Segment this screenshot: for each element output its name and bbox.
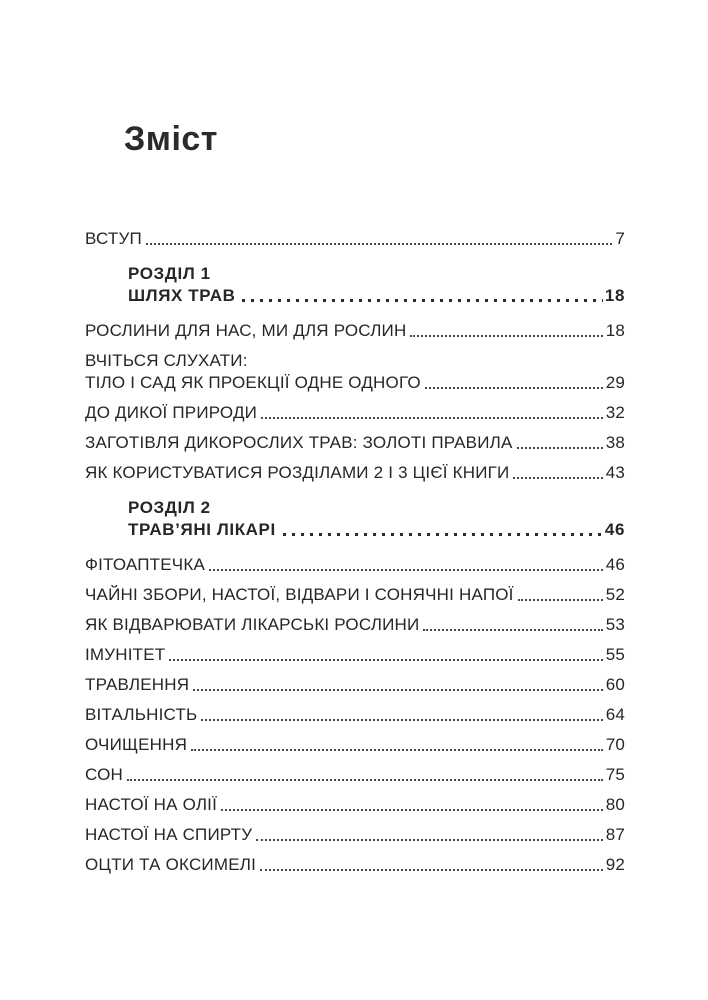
toc-entry [85,614,625,636]
toc-entry [85,462,625,484]
entry-row [85,584,625,606]
entry-row [85,824,625,846]
entry-row [85,644,625,666]
entry-label: ФІТОАПТЕЧКА [85,555,205,574]
leader-dots [513,477,602,479]
toc-entry [85,764,625,786]
page-number: 46 [604,520,625,539]
page-number: 18 [605,321,625,340]
toc-entry [85,644,625,666]
toc-entry [85,402,625,424]
entry-row [85,674,625,696]
leader-dots [261,417,603,419]
leader-dots [201,719,602,721]
leader-dots [221,809,603,811]
page-number: 64 [605,705,625,724]
page-number: 7 [615,229,625,248]
entry-label: СОН [85,765,124,784]
leader-dots [410,335,602,337]
toc-chapter [128,497,625,541]
chapter-title-label: ТРАВ’ЯНІ ЛІКАРІ [128,520,276,539]
page-number: 29 [605,373,625,392]
toc-entry [85,734,625,756]
entry-row [85,554,625,576]
leader-dots [242,299,602,302]
entry-label: ВСТУП [85,229,142,248]
leader-dots [256,839,602,841]
page-number: 92 [605,855,625,874]
entry-row [85,228,625,250]
leader-dots [193,689,602,691]
entry-row [85,794,625,816]
toc-entry [85,228,625,250]
entry-label: ТРАВЛЕННЯ [85,675,190,694]
page-number: 32 [605,403,625,422]
leader-dots [169,659,602,661]
toc-entry [85,704,625,726]
chapter-number-line: РОЗДІЛ 2 [128,498,211,517]
entry-row [85,764,625,786]
toc-list [85,228,625,884]
leader-dots [425,387,603,389]
leader-dots [517,447,603,449]
chapter-title-label: ШЛЯХ ТРАВ [128,286,236,305]
entry-row [85,402,625,424]
entry-label: ОЦТИ ТА ОКСИМЕЛІ [85,855,257,874]
chapter-title-row [128,285,625,307]
leader-dots [191,749,603,751]
entry-label: ЯК ВІДВАРЮВАТИ ЛІКАРСЬКІ РОСЛИНИ [85,615,420,634]
leader-dots [518,599,603,601]
entry-label: РОСЛИНИ ДЛЯ НАС, МИ ДЛЯ РОСЛИН [85,321,407,340]
entry-label: НАСТОЇ НА СПИРТУ [85,825,253,844]
toc-entry [85,584,625,606]
toc-entry [85,794,625,816]
toc-entry [85,432,625,454]
entry-label: ВІТАЛЬНІСТЬ [85,705,198,724]
entry-row [85,734,625,756]
page-number: 52 [605,585,625,604]
entry-row [85,432,625,454]
entry-label: ЗАГОТІВЛЯ ДИКОРОСЛИХ ТРАВ: ЗОЛОТІ ПРАВИЛА [85,433,513,452]
page-number: 18 [604,286,625,305]
entry-label: ТІЛО І САД ЯК ПРОЕКЦІЇ ОДНЕ ОДНОГО [85,373,421,392]
entry-label: НАСТОЇ НА ОЛІЇ [85,795,218,814]
entry-label: ОЧИЩЕННЯ [85,735,188,754]
entry-row [85,372,625,394]
leader-dots [209,569,603,571]
toc-entry [85,350,625,394]
leader-dots [260,869,603,871]
chapter-number-line: РОЗДІЛ 1 [128,264,211,283]
entry-label: ЯК КОРИСТУВАТИСЯ РОЗДІЛАМИ 2 І 3 ЦІЄЇ КНИГИ [85,463,510,482]
leader-dots [423,629,602,631]
page-number: 80 [605,795,625,814]
entry-row [85,462,625,484]
entry-row [85,704,625,726]
page-number: 55 [605,645,625,664]
entry-label: ЧАЙНІ ЗБОРИ, НАСТОЇ, ВІДВАРИ І СОНЯЧНІ НАПОЇ [85,585,514,604]
entry-row [85,854,625,876]
toc-entry [85,674,625,696]
page-number: 60 [605,675,625,694]
leader-dots [127,779,603,781]
page-number: 46 [605,555,625,574]
page-title: Зміст [124,120,218,158]
entry-prefix-line: ВЧІТЬСЯ СЛУХАТИ: [85,351,248,370]
entry-label: ІМУНІТЕТ [85,645,166,664]
page-number: 70 [605,735,625,754]
chapter-title-row [128,519,625,541]
page-number: 87 [605,825,625,844]
toc-entry [85,854,625,876]
entry-row [85,320,625,342]
toc-entry [85,320,625,342]
toc-chapter [128,263,625,307]
leader-dots [283,533,603,536]
page-number: 75 [605,765,625,784]
entry-row [85,614,625,636]
page-number: 38 [605,433,625,452]
toc-entry [85,554,625,576]
toc-entry [85,824,625,846]
page-number: 53 [605,615,625,634]
entry-label: ДО ДИКОЇ ПРИРОДИ [85,403,258,422]
page-number: 43 [605,463,625,482]
leader-dots [146,243,612,245]
